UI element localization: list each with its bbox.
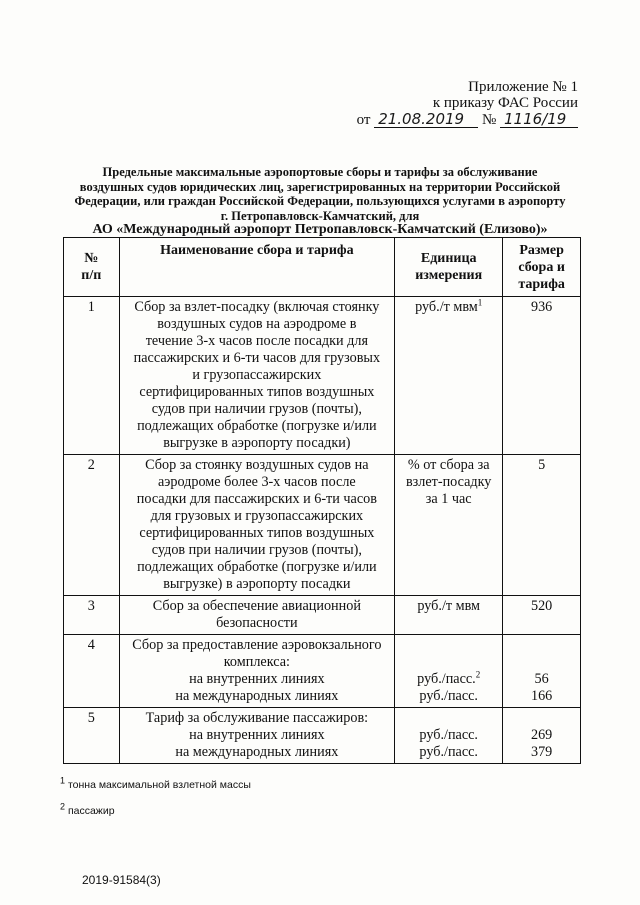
row-value: 5 [503,455,581,596]
date-prefix: от [356,112,371,128]
row-value: 56 166 [503,635,581,708]
appendix-header [357,79,578,128]
footnote-mark: 2 [60,801,66,812]
row-number: 2 [64,455,120,596]
row-name: Сбор за обеспечение авиационной безопасности [119,596,395,635]
appendix-date-number [357,111,578,128]
table-row [64,455,581,596]
document-number: 2019-91584(3) [82,873,161,887]
row-number: 5 [64,708,120,764]
table-header-row [64,238,581,297]
row-value: 269 379 [503,708,581,764]
row-number: 3 [64,596,120,635]
document-title [40,165,600,238]
row-unit: руб./пасс. руб./пасс. [395,708,503,764]
tariff-table [63,237,581,764]
handwritten-number: 1116/19 [500,111,578,128]
header-name: Наименование сбора и тарифа [119,238,395,297]
row-value: 936 [503,297,581,455]
row-name: Сбор за взлет-посадку (включая стоянку воздушных судов на аэродроме в течение 3-х часов после посадки для пассажирских и 6-ти часов для грузовых и грузопассажирских сертифицированных типов воздушных судов при наличии грузов (почты), подлежащих обработке (погрузке и/или выгрузке в аэропорту посадки) [119,297,395,455]
row-number: 1 [64,297,120,455]
handwritten-date: 21.08.2019 [374,111,478,128]
table-row [64,297,581,455]
number-prefix: № [481,112,497,128]
table-row [64,596,581,635]
row-number: 4 [64,635,120,708]
footnote-1 [60,775,251,791]
footnote-text: пассажир [67,805,115,817]
title-line: г. Петропавловск-Камчатский, для [220,208,420,223]
table-row [64,635,581,708]
appendix-order-ref: к приказу ФАС России [432,95,578,111]
row-value: 520 [503,596,581,635]
title-line: АО «Международный аэропорт Петропавловск-Камчатский (Елизово)» [92,222,548,237]
row-unit: руб./т мвм$^1$ [395,297,503,455]
header-value: Размер сбора и тарифа [503,238,581,297]
title-line: Предельные максимальные аэропортовые сборы и тарифы за обслуживание [102,165,538,179]
title-line: воздушных судов юридических лиц, зарегистрированных на территории Российской [79,179,561,194]
row-unit: руб./т мвм [395,596,503,635]
row-name: Тариф за обслуживание пассажиров: на внутренних линиях на международных линиях [119,708,395,764]
footnote-2 [60,801,115,817]
row-unit: руб./пасс.$^2$ руб./пасс. [395,635,503,708]
header-unit: Единица измерения [395,238,503,297]
appendix-title: Приложение № 1 [468,79,578,95]
header-number: № п/п [64,238,120,297]
footnote-mark: 1 [60,775,66,786]
table-row [64,708,581,764]
row-name: Сбор за стоянку воздушных судов на аэродроме более 3-х часов после посадки для пассажирских и 6-ти часов для грузовых и грузопассажирских сертифицированных типов воздушных судов при наличии грузов (почты), подлежащих обработке (погрузке и/или выгрузке) в аэропорту посадки [119,455,395,596]
title-line: Федерации, или граждан Российской Федерации, пользующихся услугами в аэропорту [74,194,566,208]
row-unit: % от сбора за взлет-посадку за 1 час [395,455,503,596]
row-name: Сбор за предоставление аэровокзального комплекса: на внутренних линиях на международных линиях [119,635,395,708]
footnote-text: тонна максимальной взлетной массы [67,779,251,791]
